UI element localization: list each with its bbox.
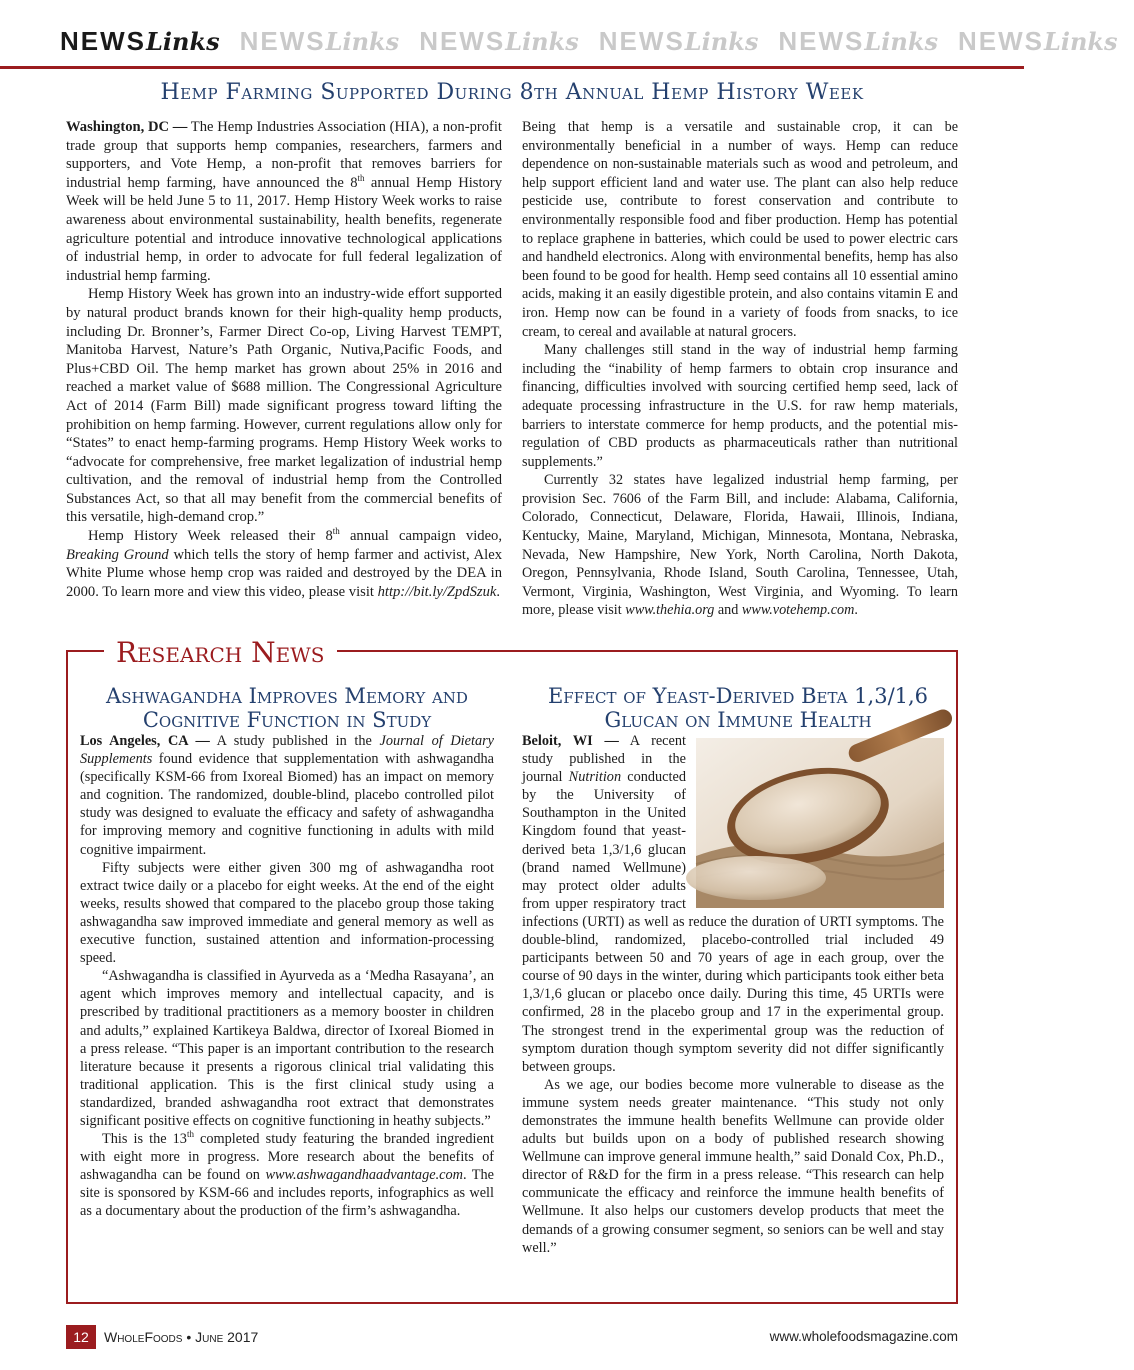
article-paragraph: Hemp History Week has grown into an industry-wide effort supported by natural product brands known for their high-quality hemp products, including Dr. Bronner’s, Farmer Direct Co-op, Living Harvest TEMPT, Manitoba Harvest, Nature’s Path Organic, Nutiva,Pacific Foods, and Plus+CBD Oil. The hemp market has grown about 25% in 2016 and reached a market value of $688 million. The Congressional Agriculture Act of 2014 (Farm Bill) made significant progress toward lifting the prohibition on hemp farming. However, current regulations allow only for “States” to enact hemp-farming programs. Hemp History Week works to “advocate for comprehensive, free market legalization of industrial hemp cultivation, and the removal of industrial hemp from the Controlled Substances Act, so that all may benefit from the commercial benefits of this versatile, high-demand crop.” bbox=[66, 286, 502, 526]
website-url[interactable]: www.wholefoodsmagazine.com bbox=[769, 1329, 958, 1344]
beta-glucan-article bbox=[522, 732, 944, 1257]
article-paragraph: As we age, our bodies become more vulnerable to disease as the immune system needs greater maintenance. “This study not only demonstrates the immune health benefits Wellmune can provide older adults but builds upon on a body of published research showing Wellmune can improve general immune health,” said Donald Cox, Ph.D., director of R&D for the firm in a press release. “This research can help communicate the efficacy and reinforce the immune health benefits of Wellmune. It also helps our customers develop products that meet the demands of a growing consumer segment, so seniors can be well and stay well.” bbox=[522, 1076, 944, 1256]
article-paragraph: Fifty subjects were either given 300 mg of ashwagandha root extract twice daily or a placebo for eight weeks. At the end of the eight weeks, results showed that compared to the placebo group those taking ashwagandha saw improved immediate and general memory as well as executive function, sustained attention and information-processing speed. bbox=[80, 859, 494, 967]
research-news-title: Research News bbox=[104, 636, 337, 669]
news-links-logo-ghost: NEWSLinks bbox=[598, 26, 759, 56]
dateline: Beloit, WI — bbox=[522, 733, 619, 749]
article-paragraph: Beloit, WI — A recent study published in the journal Nutrition conducted by the University of Southampton in the United Kingdom found that yeast-derived beta 1,3/1,6 glucan (brand named Wellmune) may protect older adults from upper respiratory tract infections (URTI) as well as reduce the duration of URTI symptoms. The double-blind, randomized, placebo-controlled trial included 49 participants between 50 and 70 years of age in each group, over the course of 90 days in the winter, during which participants took either beta 1,3/1,6 glucan or placebo once daily. During this time, 45 URTIs were confirmed, 28 in the placebo group and 17 in the experimental group. The strongest trend in the experimental group was the reduction of symptom duration though symptom severity did not differ significantly between groups. bbox=[522, 732, 944, 1076]
ashwagandha-article bbox=[80, 732, 494, 1221]
video-link[interactable]: http://bit.ly/ZpdSzuk bbox=[377, 583, 497, 600]
header-divider bbox=[0, 66, 1024, 69]
ashwagandha-headline: Ashwagandha Improves Memory and Cognitive Function in Study bbox=[106, 684, 468, 732]
beta-glucan-headline: Effect of Yeast-Derived Beta 1,3/1,6 Glucan on Immune Health bbox=[547, 684, 929, 732]
votehemp-link[interactable]: www.votehemp.com bbox=[741, 602, 855, 619]
article-paragraph: Hemp History Week released their 8th annual campaign video, Breaking Ground which tells the story of hemp farmer and activist, Alex White Plume whose hemp crop was raided and destroyed by the DEA in 2000. To learn more and view this video, please visit http://bit.ly/ZpdSzuk. bbox=[66, 526, 503, 600]
journal-name: Nutrition bbox=[568, 769, 622, 786]
article-paragraph: Being that hemp is a versatile and sustainable crop, it can be environmentally beneficial in a number of ways. Hemp can reduce dependence on non-sustainable materials such as wood and petroleum, and help support efficient land and water use. The plant can also help reduce pesticide use, contribute to forest conservation and contribute to environmentally responsible food and fiber production. Hemp has potential to replace graphene in batteries, which could be used to power electric cars and handheld electronics. Along with environmental benefits, hemp has also been found to be good for health. Hemp seed contains all 10 essential amino acids, making it an easily digestible protein, and also contains vitamin E and iron. Hemp now can be found in a variety of foods from snacks, to ice cream, to cereal and available at natural grocers. bbox=[522, 119, 958, 340]
article-paragraph: Many challenges still stand in the way of industrial hemp farming including the “inability of hemp farmers to obtain crop insurance and financing, difficulties involved with sourcing certified hemp seed, lack of adequate processing infrastructure in the U.S. for raw hemp materials, barriers to interstate commerce for hemp products, and the potential mis-regulation of CBD products as pharmaceuticals rather than nutritional supplements.” bbox=[522, 342, 958, 470]
news-links-header bbox=[60, 26, 1118, 64]
article-paragraph: Washington, DC — The Hemp Industries Association (HIA), a non-profit trade group that supports hemp companies, researchers, farmers and supporters, and Vote Hemp, a non-profit that removes barriers for industrial hemp farming, have announced the 8th annual Hemp History Week will be held June 5 to 11, 2017. Hemp History Week works to raise awareness about environmental sustainability, health benefits, regenerate agriculture potential and introduce innovative technological applications of industrial hemp, in order to advocate for full federal legalization of industrial hemp farming. bbox=[66, 119, 502, 284]
news-links-logo-ghost: NEWSLinks bbox=[778, 26, 938, 56]
article-paragraph: “Ashwagandha is classified in Ayurveda as a ‘Medha Rasayana’, an agent which improves memory and intellectual capacity, and is prescribed by traditional practitioners as a memory booster in children and adults,” explained Kartikeya Baldwa, director of Ixoreal Biomed in a press release. “This paper is an important contribution to the research literature because it presents a rigorous clinical trial validating this traditional application. This is the first clinical study using a standardized, branded ashwagandha root extract that demonstrates significant positive effects on cognitive functioning in heathy subjects.” bbox=[80, 968, 494, 1129]
page-footer bbox=[66, 1323, 958, 1351]
article-paragraph: Los Angeles, CA — A study published in the Journal of Dietary Supplements found evidence that supplementation with ashwagandha (specifically KSM-66 from Ixoreal Biomed) has an impact on memory and cognition. The randomized, double-blind, placebo controlled pilot study was designed to evaluate the efficacy and safety of ashwagandha for improving memory and cognitive functioning in adults with mild cognitive impairment. bbox=[80, 733, 495, 858]
news-links-logo: NEWSLinks bbox=[60, 26, 220, 56]
dateline: Los Angeles, CA — bbox=[80, 733, 210, 749]
page-number: 12 bbox=[66, 1325, 96, 1349]
news-links-logo-ghost: NEWSLinks bbox=[239, 26, 400, 56]
article-paragraph: Currently 32 states have legalized industrial hemp farming, per provision Sec. 7606 of the Farm Bill, and include: Alabama, California, Colorado, Connecticut, Delaware, Florida, Hawaii, Illinois, Indiana, Kentucky, Maine, Maryland, Michigan, Minnesota, Montana, Nebraska, Nevada, New Hampshire, New York, North Carolina, North Dakota, Oregon, Pennsylvania, Rhode Island, South Carolina, Tennessee, Utah, Vermont, Virginia, Washington, West Virginia, and Wyoming. To learn more, please visit www.thehia.org and www.votehemp.com. bbox=[522, 472, 958, 619]
article-paragraph: This is the 13th completed study featuring the branded ingredient with eight more in progress. More research about the benefits of ashwagandha can be found on www.ashwagandhaadvantage.com. The site is sponsored by KSM-66 and includes reports, infographics as well as a documentary about the production of the firm’s ashwagandha. bbox=[80, 1129, 495, 1220]
issue-label: WholeFoods • June 2017 bbox=[104, 1329, 259, 1345]
dateline: Washington, DC — bbox=[66, 119, 188, 135]
article-column-left bbox=[66, 118, 502, 601]
ashwagandha-link[interactable]: www.ashwagandhaadvantage.com bbox=[265, 1167, 463, 1184]
article-column-right bbox=[522, 118, 958, 620]
hia-link[interactable]: www.thehia.org bbox=[625, 602, 715, 619]
article-headline: Hemp Farming Supported During 8th Annual Hemp History Week bbox=[160, 80, 864, 105]
news-links-logo-ghost: NEWSLinks bbox=[419, 26, 579, 56]
journal-name: Journal of Dietary Supplements bbox=[80, 733, 495, 768]
video-title: Breaking Ground bbox=[66, 546, 169, 563]
news-links-logo-ghost: NEWSLinks bbox=[957, 26, 1118, 56]
scoop-of-yeast-powder-image bbox=[696, 738, 944, 908]
